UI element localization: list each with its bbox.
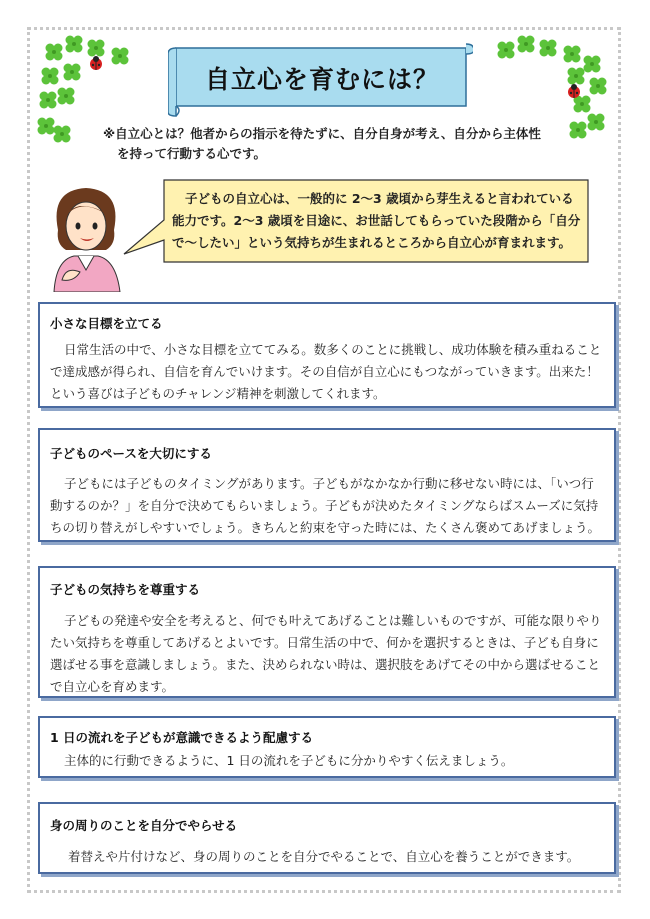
section-child-pace: [38, 428, 616, 542]
section-daily-flow: [38, 716, 616, 778]
title-banner: [168, 42, 473, 118]
ladybug-icon: [90, 56, 102, 70]
section-small-goals: [38, 302, 616, 408]
section-title: 1 日の流れを子どもが意識できるよう配慮する: [50, 730, 314, 745]
definition-note: [103, 124, 593, 164]
section-title: 子どもの気持ちを尊重する: [50, 582, 201, 597]
intro-text: [172, 188, 582, 254]
section-body: 日常生活の中で、小さな目標を立ててみる。数多くのことに挑戦し、成功体験を積み重ねることで達成感が得られ、自信を育んでいけます。その自信が自立心にもつながっていきます。出来た！という喜びは子どものチャレンジ精神を刺激してくれます。: [50, 342, 602, 401]
section-title: 身の周りのことを自分でやらせる: [50, 818, 238, 833]
intro-line-3: で～したい」という気持ちが生まれるところから自立心が育まれます。: [172, 235, 572, 250]
definition-line-1: ※自立心とは？他者からの指示を待たずに、自分自身が考え、自分から主体性: [103, 126, 541, 141]
ladybug-icon: [568, 84, 580, 98]
intro-line-1: 子どもの自立心は、一般的に 2～3 歳頃から芽生えると言われている: [185, 191, 574, 206]
teacher-illustration: [40, 180, 132, 292]
section-body: 子どもには子どものタイミングがあります。子どもがなかなか行動に移せない時には、「いつ行動するのか？」を自分で決めてもらいましょう。子どもが決めたタイミングならばスムーズに気持ちの切り替えがしやすいでしょう。きちんと約束を守った時には、たくさん褒めてあげましょう。: [50, 476, 601, 535]
section-self-care: [38, 802, 616, 874]
section-body: 主体的に行動できるように、1 日の流れを子どもに分かりやすく伝えましょう。: [64, 753, 514, 768]
section-respect-feelings: [38, 566, 616, 698]
section-body: 子どもの発達や安全を考えると、何でも叶えてあげることは難しいものですが、可能な限りやりたい気持ちを尊重してあげるとよいです。日常生活の中で、何かを選択するときは、子ども自身に選ばせる事を意識しましょう。また、決められない時は、選択肢をあげてその中から選ばせることで自立心を育めます。: [50, 613, 602, 694]
definition-line-2: を持って行動する心です。: [117, 146, 267, 161]
section-body: 着替えや片付けなど、身の周りのことを自分でやることで、自立心を養うことができます。: [68, 849, 580, 864]
section-title: 小さな目標を立てる: [50, 316, 163, 331]
intro-speech-bubble: [120, 178, 590, 264]
page-title: 自立心を育むには？: [204, 65, 439, 94]
intro-line-2: 能力です。2～3 歳頃を目途に、お世話してもらっていた段階から「自分: [172, 213, 581, 228]
section-title: 子どものペースを大切にする: [50, 446, 212, 461]
